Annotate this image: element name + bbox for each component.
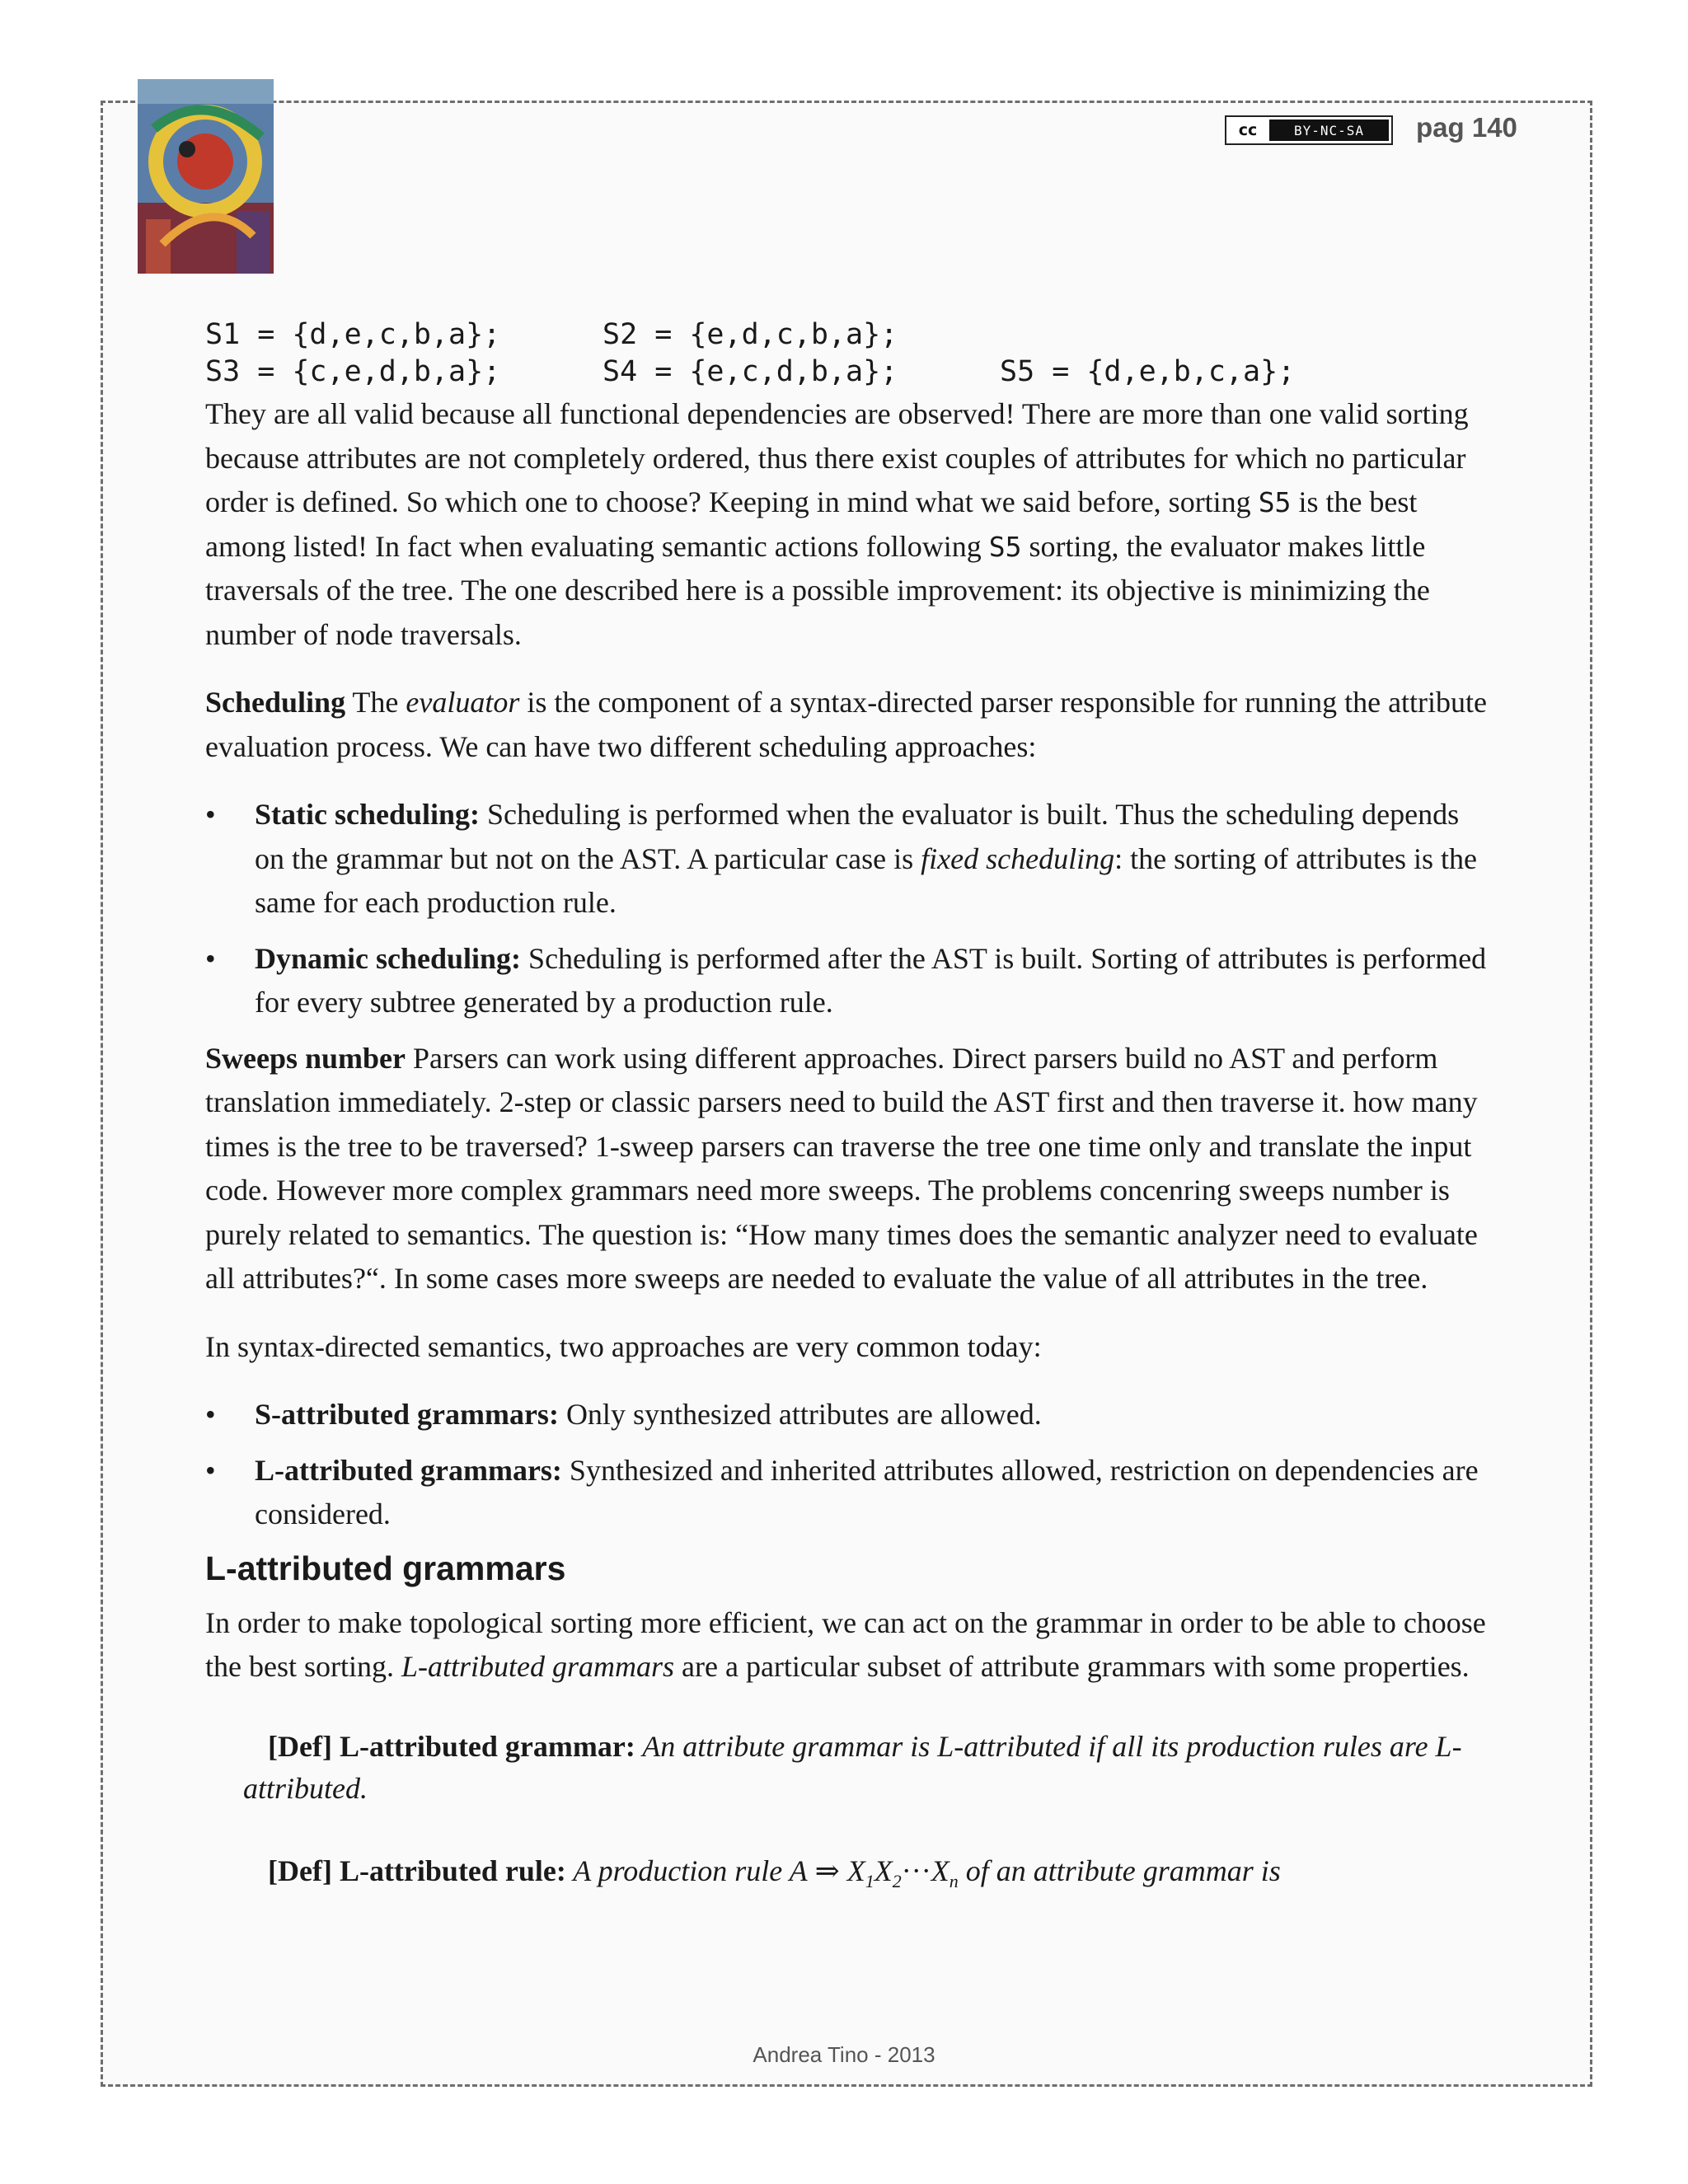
list-item: • L-attributed grammars: Synthesized and inherited attributes allowed, restriction on dependencies are considered. bbox=[205, 1449, 1491, 1537]
paragraph-scheduling: Scheduling The evaluator is the component of a syntax-directed parser responsible for running the attribute evaluation process. We can have two different scheduling approaches: bbox=[205, 686, 1488, 763]
paragraph-approaches: In syntax-directed semantics, two approaches are very common today: bbox=[205, 1329, 1042, 1363]
book-cover-thumbnail bbox=[138, 79, 274, 274]
section-heading: L-attributed grammars bbox=[205, 1549, 566, 1587]
approaches-list bbox=[205, 1393, 1491, 1537]
bullet-icon: • bbox=[205, 941, 216, 975]
license-label: BY-NC-SA bbox=[1269, 120, 1389, 141]
license-badge bbox=[1225, 115, 1393, 145]
definition-l-attributed-rule: [Def] L-attributed rule: A production rule A ⇒ $X_1X_2\cdot\cdot\cdot X_n$ of an attribute grammar is bbox=[268, 1854, 1281, 1891]
code-line-2 bbox=[205, 354, 1491, 391]
definition-l-attributed-grammar: [Def] L-attributed grammar: An attribute grammar is L-attributed if all its production rules are L-attributed. bbox=[243, 1729, 1462, 1805]
code-s4: S4 = {e,c,d,b,a}; bbox=[603, 355, 898, 388]
paragraph-sweeps: Sweeps number Parsers can work using different approaches. Direct parsers build no AST and perform translation immediately. 2-step or classic parsers need to build the AST first and then traverse it. how many times is the tree to be traversed? 1-sweep parsers can traverse the tree one time only and translate the input code. However more complex grammars need more sweeps. The problems concenring sweeps number is purely related to semantics. The question is: “How many times does the semantic analyzer need to evaluate all attributes?“. In some cases more sweeps are needed to evaluate the value of all attributes in the tree. bbox=[205, 1041, 1478, 1295]
code-s3: S3 = {c,e,d,b,a}; bbox=[205, 355, 501, 388]
bullet-icon: • bbox=[205, 1398, 216, 1431]
code-s1: S1 = {d,e,c,b,a}; bbox=[205, 318, 501, 351]
list-item: • S-attributed grammars: Only synthesized attributes are allowed. bbox=[205, 1393, 1491, 1437]
production-formula: A ⇒ $X_1X_2\cdot\cdot\cdot X_n$ bbox=[789, 1854, 959, 1891]
book-cover-artwork-icon bbox=[138, 79, 274, 274]
list-item: • Dynamic scheduling: Scheduling is performed after the AST is built. Sorting of attributes is performed for every subtree generated by a production rule. bbox=[205, 937, 1491, 1025]
page-footer: Andrea Tino - 2013 bbox=[753, 2042, 935, 2067]
list-item: • Static scheduling: Scheduling is performed when the evaluator is built. Thus the scheduling depends on the grammar but not on the AST. A particular case is fixed scheduling: the sorting of attributes is the same for each production rule. bbox=[205, 793, 1491, 926]
sweeps-title: Sweeps number bbox=[205, 1041, 406, 1075]
creative-commons-icon: cc bbox=[1238, 121, 1258, 139]
page-number: pag 140 bbox=[1416, 112, 1517, 143]
paragraph-sortings: They are all valid because all functional dependencies are observed! There are more than one valid sorting because attributes are not completely ordered, thus there exist couples of attributes for which no particular order is defined. So which one to choose? Keeping in mind what we said before, sorting S5 is the best among listed! In fact when evaluating semantic actions following S5 sorting, the evaluator makes little traversals of the tree. The one described here is a possible improvement: its objective is minimizing the number of node traversals. bbox=[205, 397, 1469, 651]
bullet-icon: • bbox=[205, 1453, 216, 1487]
code-s5: S5 = {d,e,b,c,a}; bbox=[1000, 355, 1296, 388]
scheduling-list bbox=[205, 793, 1491, 1025]
paragraph-l-attributed: In order to make topological sorting more efficient, we can act on the grammar in order to be able to choose the best sorting. L-attributed grammars are a particular subset of attribute grammars with some properties. bbox=[205, 1605, 1486, 1683]
page-content bbox=[205, 316, 1491, 1903]
scheduling-title: Scheduling bbox=[205, 686, 346, 719]
code-s2: S2 = {e,d,c,b,a}; bbox=[603, 318, 898, 351]
bullet-icon: • bbox=[205, 798, 216, 831]
code-line-1 bbox=[205, 316, 1491, 354]
